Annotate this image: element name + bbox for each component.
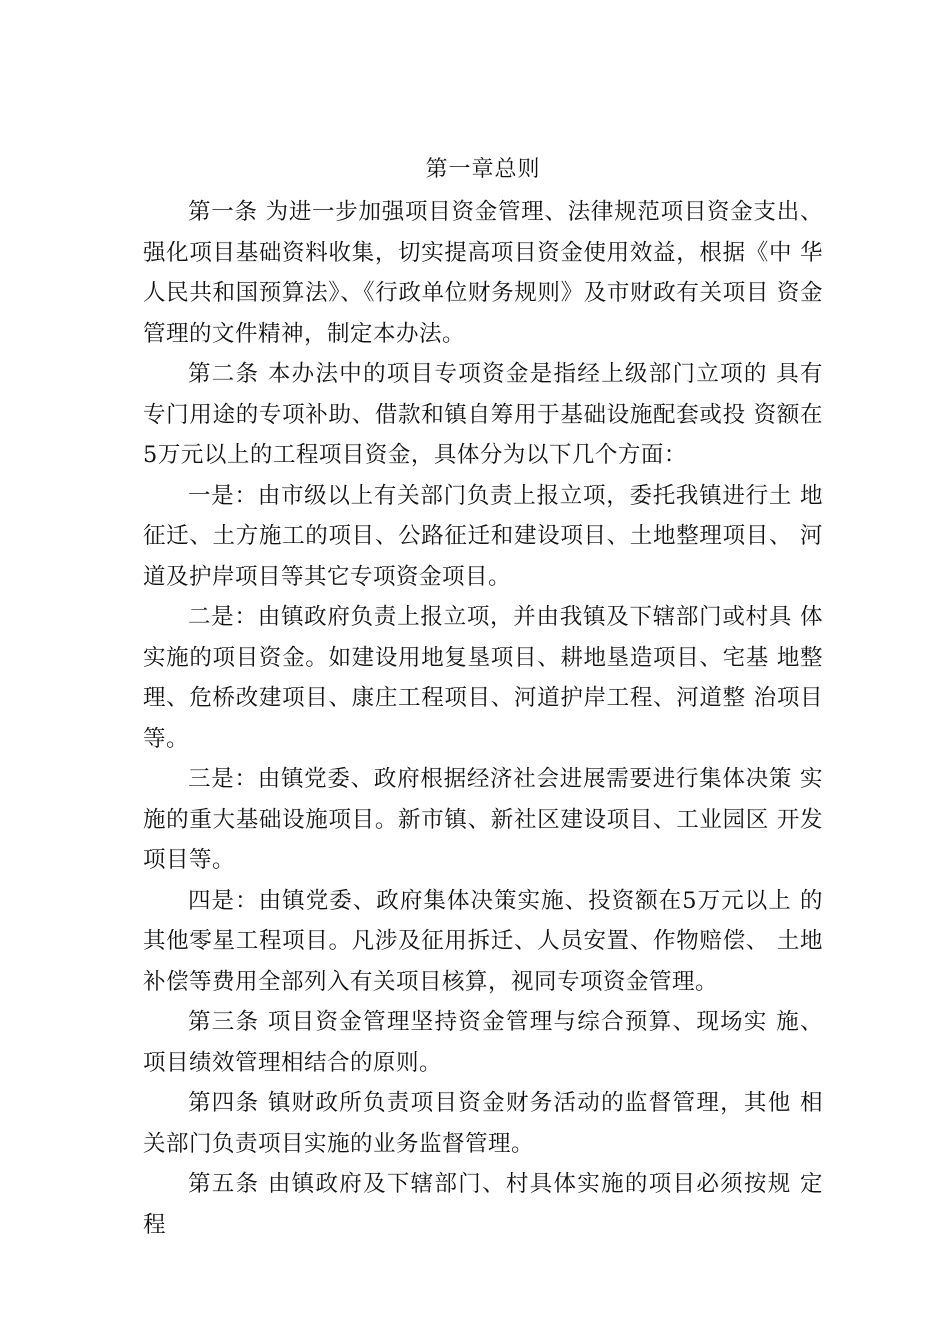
article-2-paragraph: 第二条 本办法中的项目专项资金是指经上级部门立项的 具有专门用途的专项补助、借款和镇自筹用于基础设施配套或投 资额在5万元以上的工程项目资金，具体分为以下几个方面： (143, 361, 823, 468)
article-3-paragraph: 第三条 项目资金管理坚持资金管理与综合预算、现场实 施、项目绩效管理相结合的原则。 (143, 1009, 823, 1076)
item-4-paragraph: 四是：由镇党委、政府集体决策实施、投资额在5万元以上 的其他零星工程项目。凡涉及征用拆迁、人员安置、作物赔偿、 土地补偿等费用全部列入有关项目核算，视同专项资金管理。 (143, 887, 823, 995)
article-4-paragraph: 第四条 镇财政所负责项目资金财务活动的监督管理，其他 相关部门负责项目实施的业务监督管理。 (143, 1090, 823, 1157)
item-3-paragraph: 三是：由镇党委、政府根据经济社会进展需要进行集体决策 实施的重大基础设施项目。新市镇、新社区建设项目、工业园区 开发项目等。 (143, 766, 823, 873)
document-page (143, 150, 823, 1245)
article-5-paragraph: 第五条 由镇政府及下辖部门、村具体实施的项目必须按规 定程 (143, 1171, 823, 1238)
chapter-title: 第一章总则 (425, 157, 541, 182)
item-2-paragraph: 二是：由镇政府负责上报立项，并由我镇及下辖部门或村具 体实施的项目资金。如建设用地复垦项目、耕地垦造项目、宅基 地整理、危桥改建项目、康庄工程项目、河道护岸工程、河道整 治项目等。 (143, 604, 823, 752)
article-1-paragraph: 第一条 为进一步加强项目资金管理、法律规范项目资金支出、强化项目基础资料收集，切实提高项目资金使用效益，根据《中 华人民共和国预算法》、《行政单位财务规则》及市财政有关项目 资金管理的文件精神，制定本办法。 (143, 199, 823, 347)
item-1-paragraph: 一是：由市级以上有关部门负责上报立项，委托我镇进行土 地征迁、土方施工的项目、公路征迁和建设项目、土地整理项目、 河道及护岸项目等其它专项资金项目。 (143, 482, 823, 590)
